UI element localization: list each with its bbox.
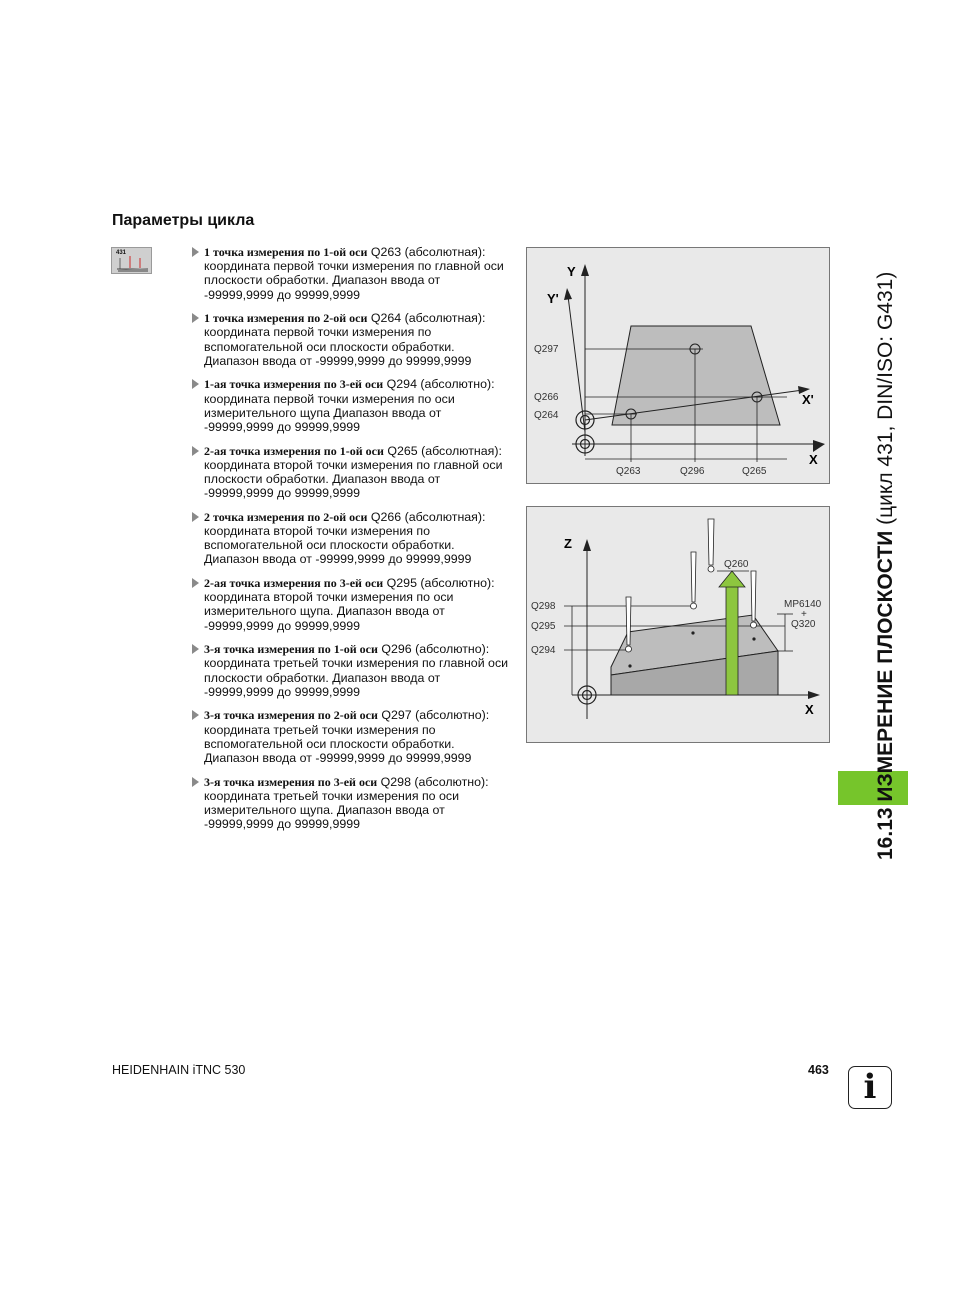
parameter-item xyxy=(192,708,512,765)
parameter-name: 1 точка измерения по 2-ой оси xyxy=(204,311,368,326)
info-glyph: i xyxy=(863,1067,877,1107)
chapter-cycle: (цикл 431, DIN/ISO: G431) xyxy=(874,271,897,531)
parameter-item xyxy=(192,576,512,633)
parameter-name: 3-я точка измерения по 2-ой оси xyxy=(204,708,378,723)
bullet-triangle-icon xyxy=(192,247,199,257)
label-q294: Q294 xyxy=(531,645,556,656)
label-q295: Q295 xyxy=(531,621,556,632)
bullet-triangle-icon xyxy=(192,512,199,522)
parameter-name: 2 точка измерения по 2-ой оси xyxy=(204,509,368,524)
label-q298: Q298 xyxy=(531,601,556,612)
parameter-item xyxy=(192,510,512,567)
axis-y-prime-label: Y' xyxy=(547,291,559,306)
parameter-name: 1 точка измерения по 1-ой оси xyxy=(204,245,368,259)
chapter-number: 16.13 xyxy=(874,801,897,860)
parameter-description: Q295 (абсолютно): координата второй точки измерения по оси измерительного щупа. Диапазон ввода от -99999,9999 до 99999,9999 xyxy=(204,576,495,633)
section-title: Параметры цикла xyxy=(112,212,255,229)
parameter-name: 1-ая точка измерения по 3-ей оси xyxy=(204,377,384,392)
parameter-item xyxy=(192,245,512,302)
label-q263: Q263 xyxy=(616,466,641,477)
axis-x-label: X xyxy=(809,452,818,467)
axis-y-label: Y xyxy=(567,264,576,279)
probe-1 xyxy=(626,597,631,645)
parameter-description: Q263 (абсолютная): координата первой точки измерения по главной оси плоскости обработки. Диапазон ввода от -99999,9999 до 99999,9999 xyxy=(204,245,504,302)
bullet-triangle-icon xyxy=(192,379,199,389)
parameter-item xyxy=(192,311,512,368)
axis-x-prime-label: X' xyxy=(802,392,814,407)
label-q266: Q266 xyxy=(534,392,559,403)
parameter-name: 3-я точка измерения по 3-ей оси xyxy=(204,774,378,789)
bullet-triangle-icon xyxy=(192,446,199,456)
parameter-item xyxy=(192,377,512,434)
parameter-item xyxy=(192,444,512,501)
label-plus: + xyxy=(801,609,807,620)
probe-plane-icon xyxy=(112,248,153,275)
cycle-icon-label: 431 xyxy=(116,250,127,256)
label-q264: Q264 xyxy=(534,410,559,421)
parameter-description: Q296 (абсолютно): координата третьей точки измерения по главной оси плоскости обработки. Диапазон ввода от -99999,9999 до 99999,9999 xyxy=(204,642,509,699)
parameter-description: Q264 (абсолютная): координата первой точки измерения по вспомогательной оси плоскости обработки. Диапазон ввода от -99999,9999 до 99999,9999 xyxy=(204,311,486,368)
clearance-height-arrow xyxy=(726,585,738,695)
parameter-description: Q266 (абсолютная): координата второй точки измерения по вспомогательной оси плоскости обработки. Диапазон ввода от -99999,9999 до 99999,9999 xyxy=(204,509,486,567)
probe-3 xyxy=(691,552,696,602)
parameter-description: Q297 (абсолютно): координата третьей точки измерения по вспомогательной оси плоскости обработки. Диапазон ввода от -99999,9999 до 99999,9999 xyxy=(204,708,490,766)
parameter-name: 2-ая точка измерения по 3-ей оси xyxy=(204,576,384,591)
parameter-description: Q294 (абсолютно): координата первой точки измерения по оси измерительного щупа Диапазон ввода от -99999,9999 до 99999,9999 xyxy=(204,377,495,435)
bullet-triangle-icon xyxy=(192,313,199,323)
axis-z-label: Z xyxy=(564,536,572,551)
footer-brand: HEIDENHAIN iTNC 530 xyxy=(112,1063,246,1077)
parameter-description: Q298 (абсолютно): координата третьей точки измерения по оси измерительного щупа. Диапазон ввода от -99999,9999 до 99999,9999 xyxy=(204,774,489,832)
figure-xz-plane xyxy=(526,506,830,743)
bullet-triangle-icon xyxy=(192,777,199,787)
label-q297: Q297 xyxy=(534,344,559,355)
page-number: 463 xyxy=(808,1063,829,1077)
workpiece-top-view xyxy=(612,326,780,425)
chapter-side-title xyxy=(874,272,898,860)
figure-xy-plane xyxy=(526,247,830,484)
cycle-431-icon xyxy=(111,247,152,274)
parameter-name: 3-я точка измерения по 1-ой оси xyxy=(204,642,378,657)
axis-x-label-bottom: X xyxy=(805,702,814,717)
parameter-item xyxy=(192,775,512,832)
label-q296: Q296 xyxy=(680,466,705,477)
label-q260: Q260 xyxy=(724,559,749,570)
bullet-triangle-icon xyxy=(192,644,199,654)
chapter-title: ИЗМЕРЕНИЕ ПЛОСКОСТИ xyxy=(874,530,897,802)
probe-2 xyxy=(751,571,756,621)
info-icon xyxy=(848,1066,892,1109)
label-q265: Q265 xyxy=(742,466,767,477)
parameter-item xyxy=(192,642,512,699)
bullet-triangle-icon xyxy=(192,710,199,720)
probe-top xyxy=(708,519,714,565)
parameter-description: Q265 (абсолютная): координата второй точки измерения по главной оси плоскости обработки. Диапазон ввода от -99999,9999 до 99999,9999 xyxy=(204,443,503,501)
label-mp6140: MP6140 xyxy=(784,599,822,610)
parameter-name: 2-ая точка измерения по 1-ой оси xyxy=(204,443,384,458)
label-q320: Q320 xyxy=(791,619,816,630)
bullet-triangle-icon xyxy=(192,578,199,588)
parameter-list xyxy=(192,245,512,841)
